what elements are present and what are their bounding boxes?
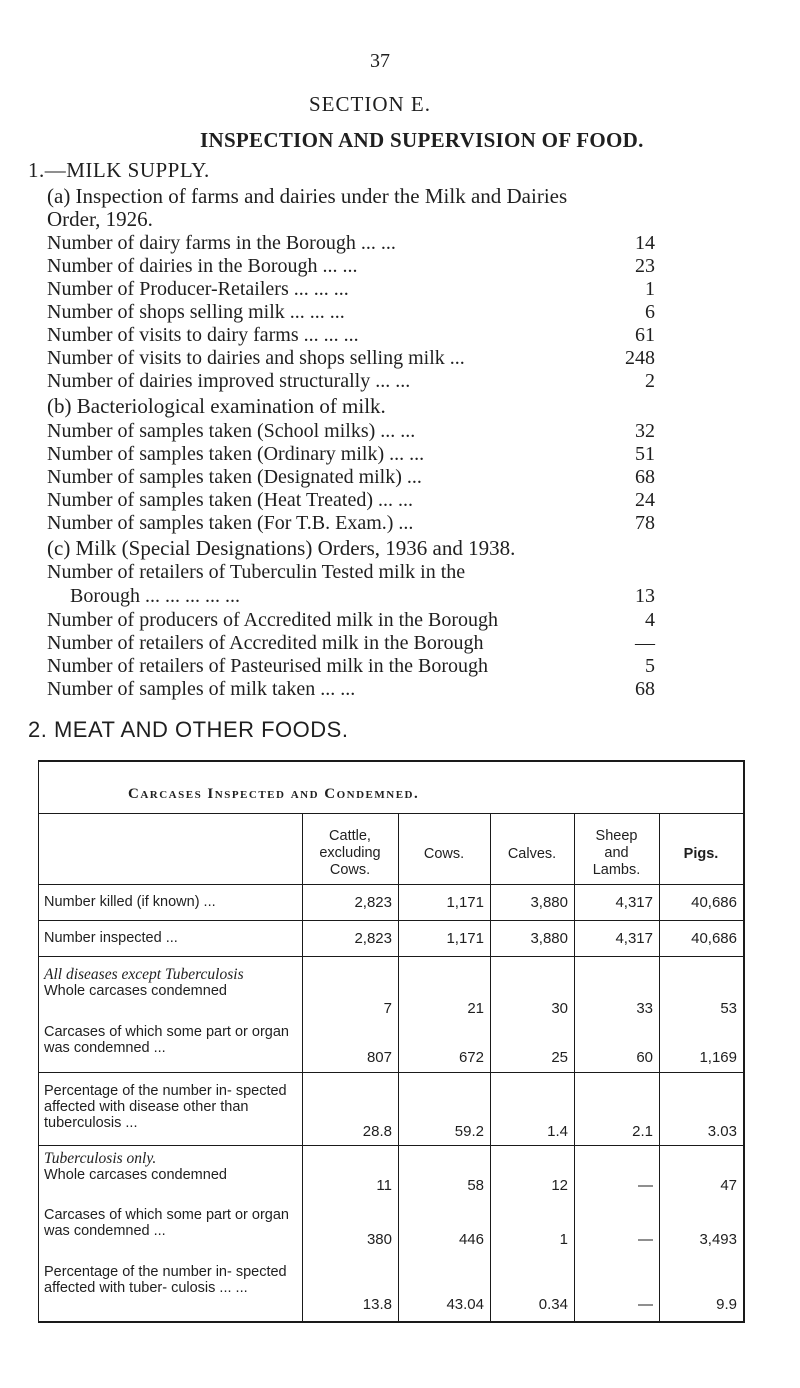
cell-value: 40,686	[691, 894, 737, 911]
row-value: 6	[645, 301, 655, 323]
header-line: Lambs.	[592, 862, 641, 878]
cell-value: 12	[551, 1177, 568, 1194]
row-label: Number of dairies improved structurally ... ...	[47, 370, 411, 392]
cell-value: 807	[366, 1049, 392, 1066]
cell-value: 3,880	[530, 894, 568, 911]
row-value: 14	[635, 232, 655, 254]
cell-value: 1	[559, 1231, 568, 1248]
cell-value: 2.1	[632, 1123, 653, 1140]
row-label: Number of samples taken (School milks) ... ...	[47, 420, 416, 442]
cell-value: —	[638, 1231, 653, 1248]
cell-value: 4,317	[615, 894, 653, 911]
table-rule	[38, 1145, 745, 1146]
milk-stat-row	[47, 443, 655, 467]
cell-value: 30	[551, 1000, 568, 1017]
carcases-table	[38, 760, 745, 1323]
cell-value: 58	[467, 1177, 484, 1194]
cell-value: 40,686	[691, 930, 737, 947]
row-label-all-diseases-whole	[44, 967, 302, 999]
cell-value: 9.9	[716, 1296, 737, 1313]
row-label: Number of samples taken (Heat Treated) ... ...	[47, 489, 414, 511]
row-label-tb-percentage: Percentage of the number in- spected affected with tuber- culosis ... ...	[44, 1264, 287, 1296]
cell-value: 1,171	[446, 894, 484, 911]
row-label: Number of visits to dairies and shops selling milk ...	[47, 347, 465, 369]
milk-stat-row	[47, 232, 655, 256]
cell-value: 1,171	[446, 930, 484, 947]
cell-value: 43.04	[446, 1296, 484, 1313]
tt-retailers-label-line1: Number of retailers of Tuberculin Tested milk in the	[47, 561, 466, 583]
cell-value: 28.8	[362, 1123, 392, 1140]
col-header-sheep	[574, 828, 659, 879]
cell-value: 3,880	[530, 930, 568, 947]
row-value: 4	[645, 609, 655, 631]
row-label-italic: All diseases except Tuberculosis	[44, 966, 244, 983]
cell-value: 59.2	[454, 1123, 484, 1140]
row-value: —	[635, 632, 655, 654]
row-label: Number of Producer-Retailers ... ... ...	[47, 278, 349, 300]
cell-value: —	[638, 1177, 653, 1194]
row-label: Number of samples of milk taken ... ...	[47, 678, 356, 700]
table-rule	[38, 813, 745, 814]
cell-value: 672	[458, 1049, 484, 1066]
row-value: 1	[645, 278, 655, 300]
cell-value: 53	[720, 1000, 737, 1017]
row-label: Number of dairy farms in the Borough ... ...	[47, 232, 396, 254]
milk-stat-row	[47, 655, 655, 679]
table-rule	[38, 884, 745, 885]
cell-value: 380	[366, 1231, 392, 1248]
col-header-cattle	[302, 828, 398, 879]
row-label: Number of retailers of Pasteurised milk in the Borough	[47, 655, 489, 677]
cell-value: 7	[383, 1000, 392, 1017]
subsection-a-title-line1: (a) Inspection of farms and dairies under the Milk and Dairies	[47, 184, 568, 208]
cell-value: 0.34	[538, 1296, 568, 1313]
col-header-pigs	[659, 846, 743, 863]
cell-value: 2,823	[354, 894, 392, 911]
cell-value: 446	[458, 1231, 484, 1248]
row-label: Number of producers of Accredited milk in the Borough	[47, 609, 498, 631]
milk-stat-row	[47, 324, 655, 348]
cell-value: 1.4	[547, 1123, 568, 1140]
row-value: 24	[635, 489, 655, 511]
milk-supply-title: 1.—MILK SUPPLY.	[28, 158, 210, 182]
cell-value: 47	[720, 1177, 737, 1194]
header-line: Sheep	[595, 828, 638, 844]
row-label: Number of retailers of Accredited milk in the Borough	[47, 632, 484, 654]
cell-value: —	[638, 1296, 653, 1313]
row-value: 32	[635, 420, 655, 442]
milk-stat-row	[47, 466, 655, 490]
table-rule	[38, 760, 39, 1323]
row-label: Borough ... ... ... ... ...	[70, 585, 240, 607]
header-line: excluding	[319, 845, 381, 861]
row-value: 68	[635, 678, 655, 700]
table-caption: Carcases Inspected and Condemned.	[128, 786, 420, 802]
row-value: 23	[635, 255, 655, 277]
cell-value: 4,317	[615, 930, 653, 947]
row-label: Number of samples taken (For T.B. Exam.) ...	[47, 512, 414, 534]
cell-value: 13.8	[362, 1296, 392, 1313]
row-value: 5	[645, 655, 655, 677]
row-label-tb-part: Carcases of which some part or organ was condemned ...	[44, 1207, 289, 1239]
milk-stat-row	[47, 255, 655, 279]
subsection-c-title: (c) Milk (Special Designations) Orders, 1936 and 1938.	[47, 536, 516, 560]
row-label-all-diseases-part: Carcases of which some part or organ was condemned ...	[44, 1024, 289, 1056]
row-label: Number of samples taken (Designated milk) ...	[47, 466, 422, 488]
table-rule	[38, 920, 745, 921]
milk-stat-row	[47, 301, 655, 325]
row-label: Number of dairies in the Borough ... ...	[47, 255, 358, 277]
row-label-tb-whole	[44, 1151, 302, 1183]
subsection-a-title-line2: Order, 1926.	[47, 207, 153, 231]
table-rule	[38, 956, 745, 957]
section-title: SECTION E.	[309, 92, 431, 116]
header-line: Calves.	[507, 846, 557, 862]
row-label-italic: Tuberculosis only.	[44, 1150, 157, 1167]
row-value: 51	[635, 443, 655, 465]
cell-value: 2,823	[354, 930, 392, 947]
table-rule	[38, 1321, 745, 1323]
col-header-calves	[490, 846, 574, 863]
row-value: 248	[625, 347, 655, 369]
cell-value: 11	[376, 1177, 392, 1194]
col-header-cows	[398, 846, 490, 863]
cell-value: 3,493	[699, 1231, 737, 1248]
header-line: Cows.	[329, 862, 371, 878]
cell-value: 3.03	[707, 1123, 737, 1140]
cell-value: 1,169	[699, 1049, 737, 1066]
table-rule	[743, 760, 745, 1323]
table-rule	[38, 1072, 745, 1073]
table-rule	[38, 760, 745, 762]
milk-stat-row	[47, 420, 655, 444]
row-label: Number of visits to dairy farms ... ... ...	[47, 324, 359, 346]
row-value: 2	[645, 370, 655, 392]
row-label: Number of samples taken (Ordinary milk) ... ...	[47, 443, 425, 465]
milk-stat-row	[47, 632, 655, 656]
header-line: Pigs.	[683, 846, 719, 862]
subsection-b-title: (b) Bacteriological examination of milk.	[47, 394, 386, 418]
row-label-all-diseases-percentage: Percentage of the number in- spected affected with disease other than tuberculosis ...	[44, 1083, 287, 1131]
row-label-text: Whole carcases condemned	[44, 983, 227, 999]
cell-value: 21	[467, 1000, 484, 1017]
milk-stat-row	[47, 347, 655, 371]
row-label-number-inspected: Number inspected ...	[44, 930, 178, 946]
cell-value: 33	[636, 1000, 653, 1017]
row-value: 78	[635, 512, 655, 534]
milk-stat-row	[47, 278, 655, 302]
header-line: Cattle,	[329, 828, 371, 844]
milk-stat-row	[47, 512, 655, 536]
meat-section-title: 2. MEAT AND OTHER FOODS.	[28, 717, 349, 742]
header-line: Cows.	[423, 846, 465, 862]
milk-stat-row	[47, 609, 655, 633]
row-value: 61	[635, 324, 655, 346]
row-value: 68	[635, 466, 655, 488]
cell-value: 60	[636, 1049, 653, 1066]
header-line: and	[604, 845, 629, 861]
row-label: Number of shops selling milk ... ... ...	[47, 301, 345, 323]
milk-stat-row	[47, 370, 655, 394]
page-heading: INSPECTION AND SUPERVISION OF FOOD.	[200, 128, 644, 152]
milk-stat-row	[47, 678, 655, 702]
row-label-text: Whole carcases condemned	[44, 1167, 227, 1183]
milk-stat-row	[70, 585, 655, 609]
milk-stat-row	[47, 489, 655, 513]
row-value: 13	[635, 585, 655, 607]
cell-value: 25	[551, 1049, 568, 1066]
row-label-number-killed: Number killed (if known) ...	[44, 894, 216, 910]
page-number: 37	[370, 50, 390, 72]
